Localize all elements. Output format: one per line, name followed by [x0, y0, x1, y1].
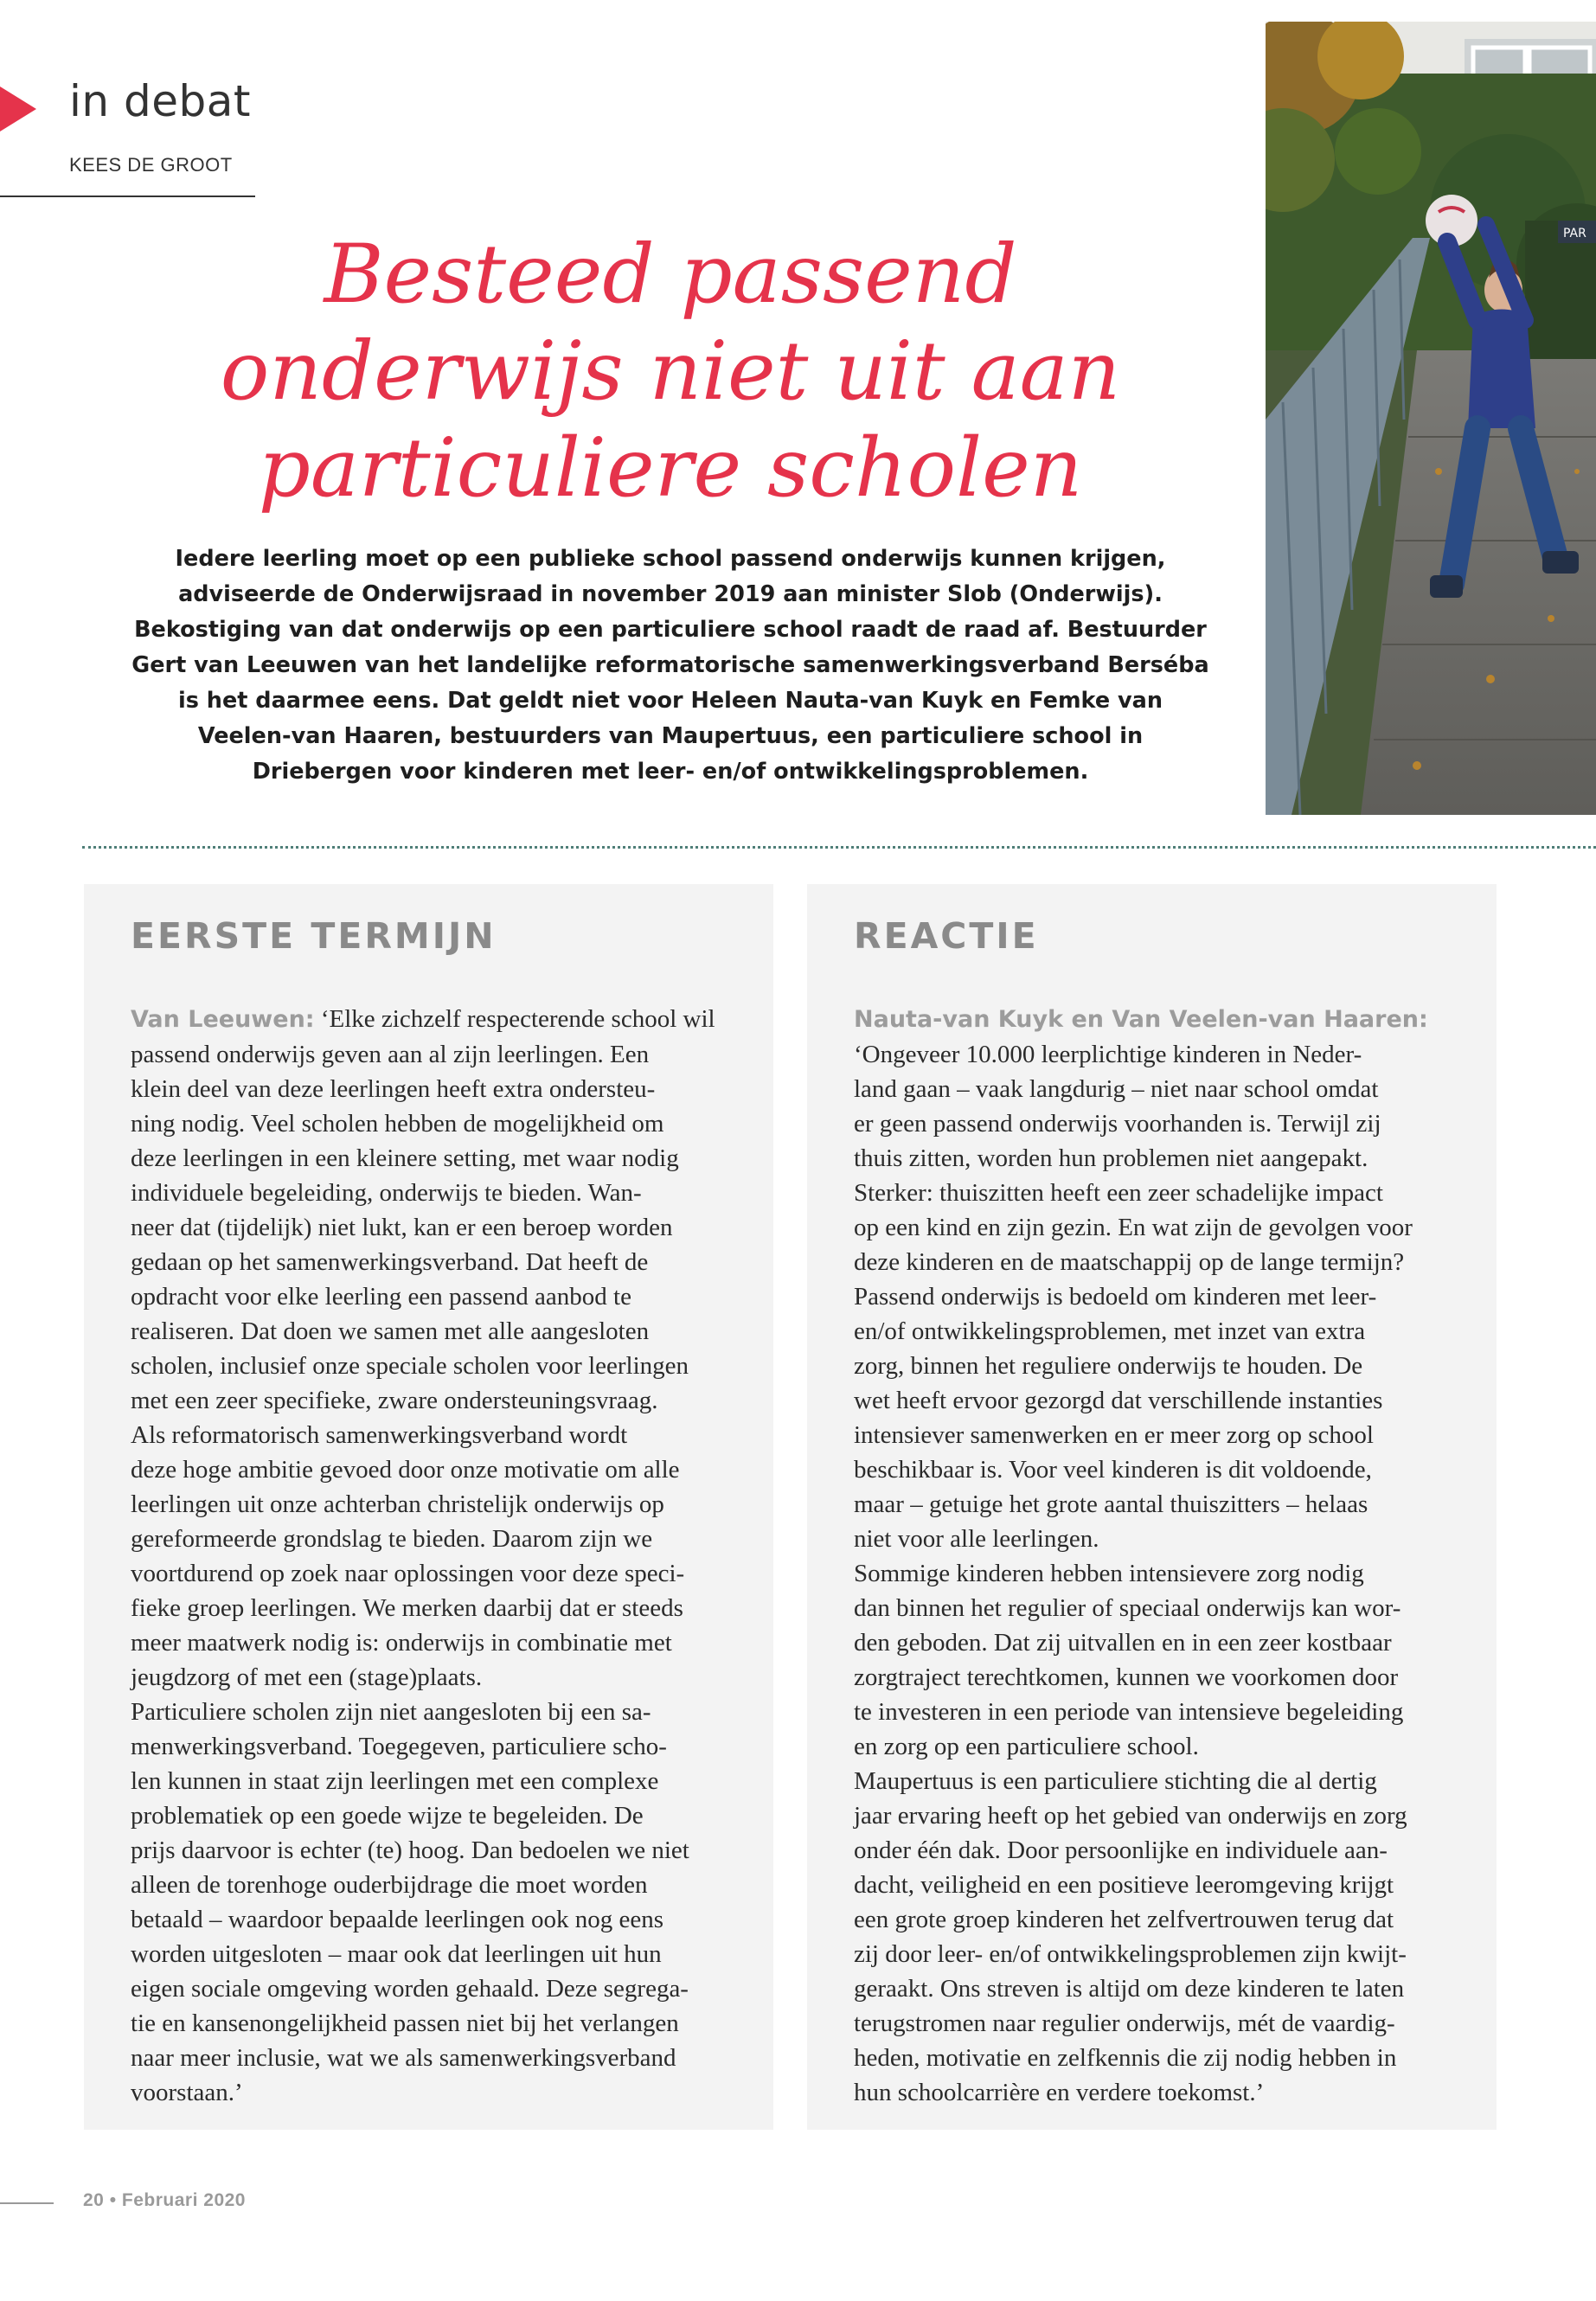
author-byline: KEES DE GROOT	[69, 154, 233, 176]
footer-divider	[0, 2202, 54, 2204]
article-intro: Iedere leerling moet op een publieke school passend onderwijs kunnen krijgen, adviseerde de Onderwijsraad in november 2019 aan minister Slob (Onderwijs). Bekostiging van dat onderwijs op een particuliere school raadt de raad af. Bestuurder Gert van Leeuwen van het landelijke reformatorische samenwerkingsverband Berséba is het daarmee eens. Dat geldt niet voor Heleen Nauta-van Kuyk en Femke van Veelen-van Haaren, bestuurders van Maupertuus, een particuliere school in Driebergen voor kinderen met leer- en/of ontwikkelingsproblemen.	[131, 546, 1209, 785]
header-divider	[0, 195, 255, 197]
column-text: ‘Ongeveer 10.000 leerplichtige kinderen in Neder- land gaan – vaak langdurig – niet naar school omdat er geen passend onderwijs voorhanden is. Terwijl zij thuis zitten, worden hun problemen niet aangepakt. Sterker: thuiszitten heeft een zeer schadelijke impact op een kind en zijn gezin. En wat zijn de gevolgen voor deze kinderen en de maatschappij op de lange termijn? Passend onderwijs is bedoeld om kinderen met leer- en/of ontwikkelingsproblemen, met inzet van extra zorg, binnen het reguliere onderwijs te houden. De wet heeft ervoor gezorgd dat verschillende instanties intensiever samenwerken en er meer zorg op school beschikbaar is. Voor veel kinderen is dit voldoende, maar – getuige het grote aantal thuiszitters – helaas niet voor alle leerlingen. Sommige kinderen hebben intensievere zorg nodig dan binnen het regulier of speciaal onderwijs kan wor- den geboden. Dat zij uitvallen en in een zeer kostbaar zorgtraject terechtkomen, kunnen we voorkomen door te investeren in een periode van intensieve begeleiding en zorg op een particuliere school. Maupertuus is een particuliere stichting die al dertig jaar ervaring heeft op het gebied van onderwijs en zorg onder één dak. Door persoonlijke en individuele aan- dacht, veiligheid en een positieve leeromgeving krijgt een grote groep kinderen het zelfvertrouwen terug dat zij door leer- en/of ontwikkelingsproblemen zijn kwijt- geraakt. Ons streven is altijd om deze kinderen te laten terugstromen naar regulier onderwijs, mét de vaardig- heden, motivatie en zelfkennis die zij nodig hebben in hun schoolcarrière en verdere toekomst.’	[854, 1041, 1413, 2106]
column-heading: EERSTE TERMIJN	[131, 915, 497, 957]
column-body	[131, 1002, 727, 2110]
headline-line-2: onderwijs niet uit aan	[220, 324, 1121, 419]
article-headline	[130, 227, 1211, 517]
column-body	[854, 1002, 1450, 2110]
article-photo	[1266, 22, 1596, 815]
speaker-label: Nauta-van Kuyk en Van Veelen-van Haaren:	[854, 1006, 1428, 1033]
photo-illustration	[1266, 22, 1596, 815]
section-label: in debat	[69, 76, 251, 126]
issue-date: Februari 2020	[121, 2190, 246, 2210]
speaker-label: Van Leeuwen:	[131, 1006, 315, 1033]
column-first-term	[84, 884, 773, 2130]
headline-line-3: particuliere scholen	[258, 421, 1083, 516]
section-divider	[82, 846, 1596, 849]
photo-sign-text: PAR	[1563, 227, 1586, 240]
headline-line-1: Besteed passend	[324, 228, 1017, 322]
footer-separator: •	[109, 2190, 117, 2210]
section-marker	[0, 87, 36, 131]
column-heading: REACTIE	[854, 915, 1039, 957]
column-text: ‘Elke zichzelf respecterende school wil passend onderwijs geven aan al zijn leerlingen. Een klein deel van deze leerlingen heeft extra ondersteu- ning nodig. Veel scholen hebben de mogelijkheid om deze leerlingen in een kleinere setting, met waar nodig individuele begeleiding, onderwijs te bieden. Wan- neer dat (tijdelijk) niet lukt, kan er een beroep worden gedaan op het samenwerkingsverband. Dat heeft de opdracht voor elke leerling een passend aanbod te realiseren. Dat doen we samen met alle aangesloten scholen, inclusief onze speciale scholen voor leerlingen met een zeer specifieke, zware ondersteuningsvraag. Als reformatorisch samenwerkingsverband wordt deze hoge ambitie gevoed door onze motivatie om alle leerlingen uit onze achterban christelijk onderwijs op gereformeerde grondslag te bieden. Daarom zijn we voortdurend op zoek naar oplossingen voor deze speci- fieke groep leerlingen. We merken daarbij dat er steeds meer maatwerk nodig is: onderwijs in combinatie met jeugdzorg of met een (stage)plaats. Particuliere scholen zijn niet aangesloten bij een sa- menwerkingsverband. Toegegeven, particuliere scho- len kunnen in staat zijn leerlingen met een complexe problematiek op een goede wijze te begeleiden. De prijs daarvoor is echter (te) hoog. Dan bedoelen we niet alleen de torenhoge ouderbijdrage die moet worden betaald – waardoor bepaalde leerlingen ook nog eens worden uitgesloten – maar ook dat leerlingen uit hun eigen sociale omgeving worden gehaald. Deze segrega- tie en kansenongelijkheid passen niet bij het verlangen naar meer inclusie, wat we als samenwerkingsverband voorstaan.’	[131, 1005, 715, 2106]
page-number: 20	[83, 2190, 105, 2210]
page-footer	[83, 2190, 246, 2211]
column-reaction	[807, 884, 1497, 2130]
